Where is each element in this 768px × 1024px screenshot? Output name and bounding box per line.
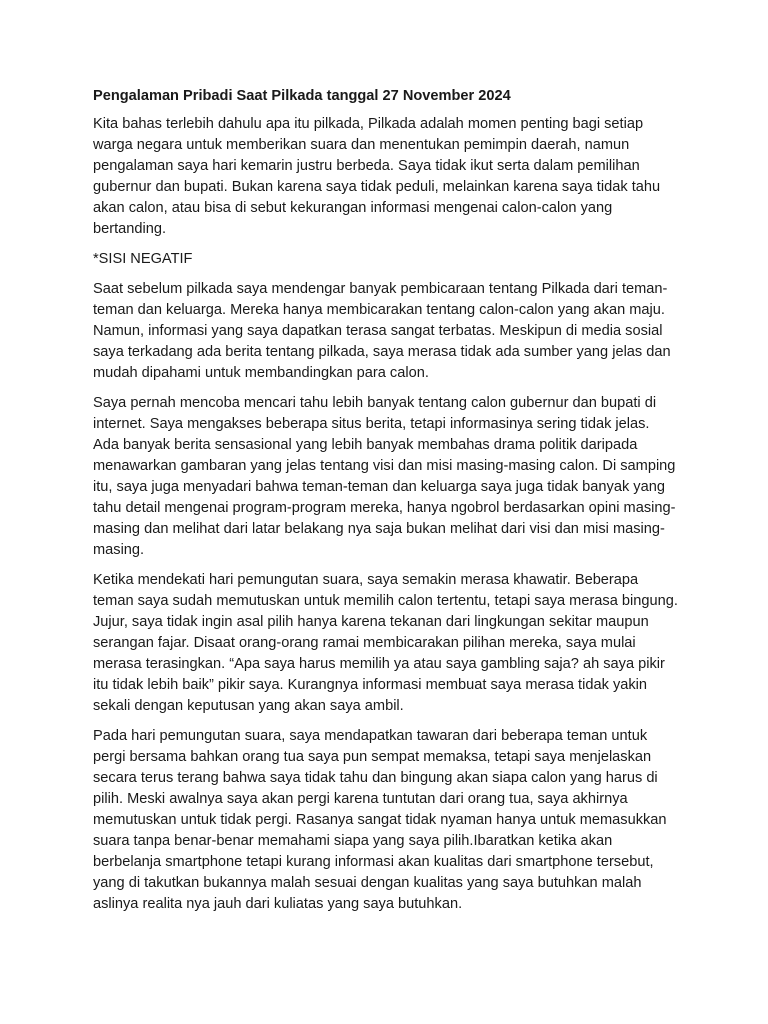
document-title: Pengalaman Pribadi Saat Pilkada tanggal 27 November 2024 xyxy=(93,88,511,104)
body-paragraph-3: Ketika mendekati hari pemungutan suara, saya semakin merasa khawatir. Beberapa teman saya sudah memutuskan untuk memilih calon tertentu, tetapi saya merasa bingung. Jujur, saya tidak ingin asal pilih hanya karena tekanan dari lingkungan sekitar maupun serangan fajar. Disaat orang-orang ramai membicarakan pilihan mereka, saya mulai merasa terasingkan. “Apa saya harus memilih ya atau saya gambling saja? ah saya pikir itu tidak lebih baik” pikir saya. Kurangnya informasi membuat saya merasa tidak yakin sekali dengan keputusan yang akan saya ambil. xyxy=(93,572,678,714)
body-paragraph-4: Pada hari pemungutan suara, saya mendapatkan tawaran dari beberapa teman untuk pergi bersama bahkan orang tua saya pun sempat memaksa, tetapi saya menjelaskan secara terus terang bahwa saya tidak tahu dan bingung akan siapa calon yang harus di pilih. Meski awalnya saya akan pergi karena tuntutan dari orang tua, saya akhirnya memutuskan untuk tidak pergi. Rasanya sangat tidak nyaman hanya untuk memasukkan suara tanpa benar-benar memahami siapa yang saya pilih.Ibaratkan ketika akan berbelanja smartphone tetapi kurang informasi akan kualitas dari smartphone tersebut, yang di takutkan bukannya malah sesuai dengan kualitas yang saya butuhkan malah aslinya realita nya jauh dari kuliatas yang saya butuhkan. xyxy=(93,728,667,912)
body-paragraph-1: Saat sebelum pilkada saya mendengar banyak pembicaraan tentang Pilkada dari teman-teman dan keluarga. Mereka hanya membicarakan tentang calon-calon yang akan maju. Namun, informasi yang saya dapatkan terasa sangat terbatas. Meskipun di media sosial saya terkadang ada berita tentang pilkada, saya merasa tidak ada sumber yang jelas dan mudah dipahami untuk membandingkan para calon. xyxy=(93,281,671,381)
intro-paragraph: Kita bahas terlebih dahulu apa itu pilkada, Pilkada adalah momen penting bagi setiap warga negara untuk memberikan suara dan menentukan pemimpin daerah, namun pengalaman saya hari kemarin justru berbeda. Saya tidak ikut serta dalam pemilihan gubernur dan bupati. Bukan karena saya tidak peduli, melainkan karena saya tidak tahu akan calon, atau bisa di sebut kekurangan informasi mengenai calon-calon yang bertanding. xyxy=(93,116,661,237)
body-paragraph-2: Saya pernah mencoba mencari tahu lebih banyak tentang calon gubernur dan bupati di internet. Saya mengakses beberapa situs berita, tetapi informasinya sering tidak jelas. Ada banyak berita sensasional yang lebih banyak membahas drama politik daripada menawarkan gambaran yang jelas tentang visi dan misi masing-masing calon. Di samping itu, saya juga menyadari bahwa teman-teman dan keluarga saya juga tidak banyak yang tahu detail mengenai program-program mereka, hanya ngobrol berdasarkan opini masing-masing dan melihat dari latar belakang nya saja bukan melihat dari visi dan misi masing-masing. xyxy=(93,395,676,558)
section-heading: *SISI NEGATIF xyxy=(93,251,193,267)
